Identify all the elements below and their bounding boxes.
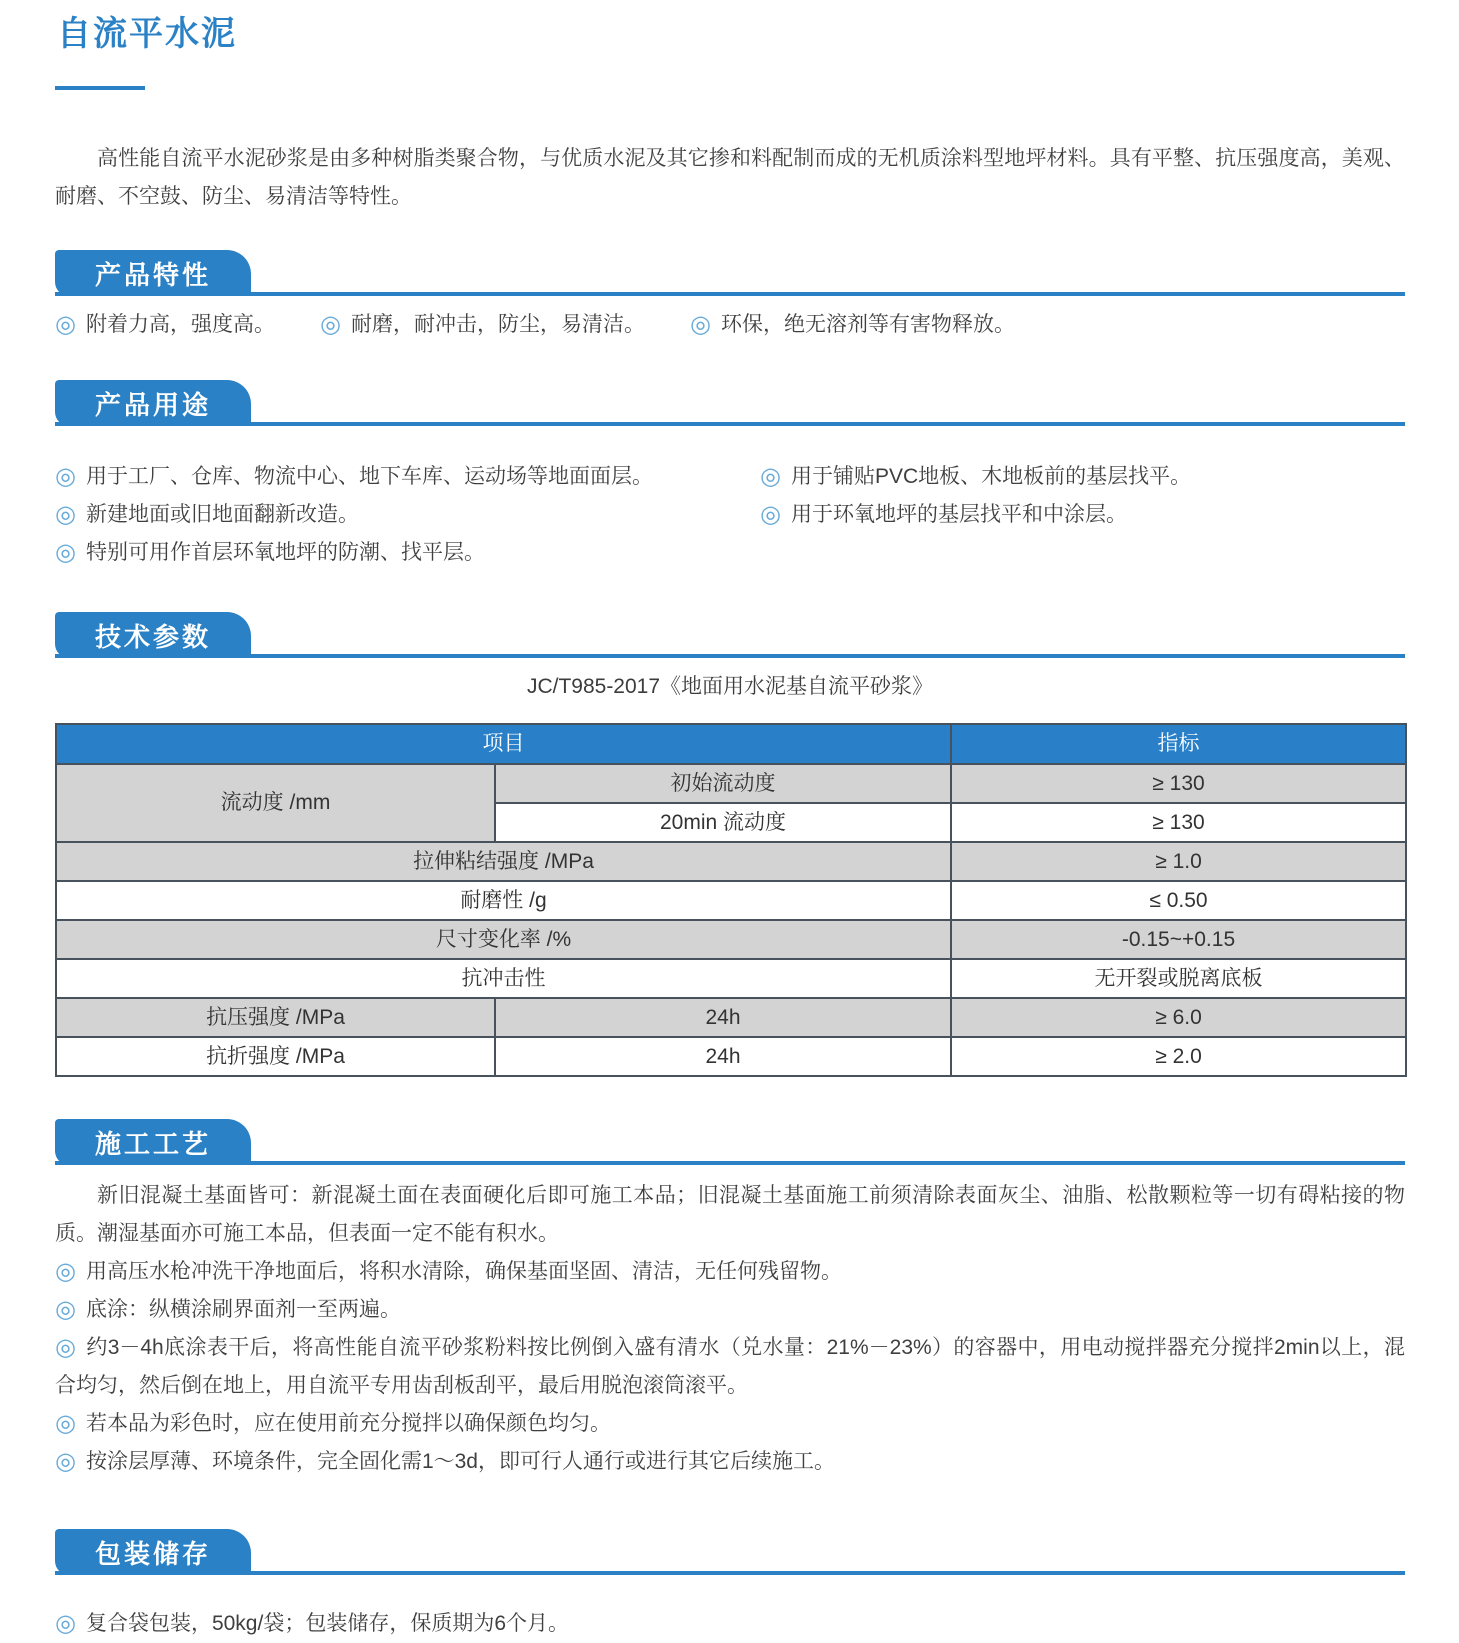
process-step-text: 用高压水枪冲洗干净地面后，将积水清除，确保基面坚固、清洁，无任何残留物。 [85,1260,842,1283]
bullet-icon: ◎ [55,311,76,338]
process-step [55,1329,1405,1405]
process-step-text: 约3－4h底涂表干后，将高性能自流平砂浆粉料按比例倒入盛有清水（兑水量：21%－23%）的容器中，用电动搅拌器充分搅拌2min以上，混合均匀，然后倒在地上，用自流平专用齿刮板刮平，最后用脱泡滚筒滚平。 [55,1336,1405,1397]
section-rule [55,1161,1405,1165]
intro-paragraph: 高性能自流平水泥砂浆是由多种树脂类聚合物，与优质水泥及其它掺和料配制而成的无机质涂料型地坪材料。具有平整、抗压强度高，美观、耐磨、不空鼓、防尘、易清洁等特性。 [55,147,1405,208]
spec-cell-compressive-value: ≥ 6.0 [951,998,1406,1037]
features-list [55,306,1405,344]
process-step-text: 若本品为彩色时，应在使用前充分搅拌以确保颜色均匀。 [85,1412,611,1435]
section-header-specs [55,612,1405,658]
uses-list [55,458,1405,572]
specs-header-row [56,724,1406,764]
process-intro: 新旧混凝土基面皆可：新混凝土面在表面硬化后即可施工本品；旧混凝土基面施工前须清除表面灰尘、油脂、松散颗粒等一切有碍粘接的物质。潮湿基面亦可施工本品，但表面一定不能有积水。 [55,1184,1405,1245]
spec-cell-dimension-value: -0.15~+0.15 [951,920,1406,959]
process-body [55,1177,1405,1481]
product-datasheet [55,14,1405,1643]
bullet-icon: ◎ [55,1410,76,1437]
bullet-icon: ◎ [690,311,711,338]
use-item-text: 用于环氧地坪的基层找平和中涂层。 [790,503,1127,526]
use-item [760,496,1405,534]
specs-col-index: 指标 [951,724,1406,764]
process-step [55,1253,1405,1291]
spec-cell-tensile-value: ≥ 1.0 [951,842,1406,881]
spec-cell-tensile-label: 拉伸粘结强度 /MPa [56,842,951,881]
section-header-packaging [55,1529,1405,1575]
table-row [56,920,1406,959]
section-rule [55,292,1405,296]
spec-cell-flow-initial: 初始流动度 [495,764,951,803]
use-item [55,458,760,496]
spec-cell-dimension-label: 尺寸变化率 /% [56,920,951,959]
section-header-features [55,250,1405,296]
bullet-icon: ◎ [320,311,341,338]
use-item-text: 用于工厂、仓库、物流中心、地下车库、运动场等地面面层。 [85,465,653,488]
table-row [56,998,1406,1037]
use-item-text: 特别可用作首层环氧地坪的防潮、找平层。 [85,541,485,564]
uses-column-left [55,458,760,572]
specs-table [55,723,1407,1077]
spec-cell-flexural-label: 抗折强度 /MPa [56,1037,495,1076]
section-header-process [55,1119,1405,1165]
feature-item-text: 环保，绝无溶剂等有害物释放。 [720,313,1015,336]
page-title: 自流平水泥 [57,15,237,53]
specs-standard-caption: JC/T985-2017《地面用水泥基自流平砂浆》 [526,675,934,698]
use-item [760,458,1405,496]
section-tab-packaging: 包装储存 [55,1529,251,1575]
spec-cell-flow-20min: 20min 流动度 [495,803,951,842]
specs-col-item: 项目 [56,724,951,764]
section-tab-uses: 产品用途 [55,380,251,426]
feature-item [690,306,1015,344]
packaging-item-text: 复合袋包装，50kg/袋；包装储存，保质期为6个月。 [85,1612,570,1635]
spec-cell-flexural-value: ≥ 2.0 [951,1037,1406,1076]
bullet-icon: ◎ [55,1296,76,1323]
process-step-text: 底涂：纵横涂刷界面剂一至两遍。 [85,1298,401,1321]
section-tab-process: 施工工艺 [55,1119,251,1165]
table-row [56,764,1406,803]
bullet-icon: ◎ [55,1334,77,1361]
uses-column-right [760,458,1405,572]
table-row [56,959,1406,998]
section-tab-features: 产品特性 [55,250,251,296]
feature-item-text: 附着力高，强度高。 [85,313,275,336]
spec-cell-flow-20min-value: ≥ 130 [951,803,1406,842]
section-rule [55,654,1405,658]
spec-cell-abrasion-label: 耐磨性 /g [56,881,951,920]
process-step [55,1443,1405,1481]
feature-item [320,306,690,344]
bullet-icon: ◎ [55,463,76,490]
use-item [55,534,760,572]
process-step [55,1405,1405,1443]
bullet-icon: ◎ [55,1610,76,1637]
bullet-icon: ◎ [55,1448,76,1475]
bullet-icon: ◎ [760,501,781,528]
table-row [56,842,1406,881]
spec-cell-flow-label: 流动度 /mm [56,764,495,842]
section-rule [55,422,1405,426]
spec-cell-flow-initial-value: ≥ 130 [951,764,1406,803]
use-item-text: 用于铺贴PVC地板、木地板前的基层找平。 [790,465,1192,488]
bullet-icon: ◎ [760,463,781,490]
spec-cell-compressive-time: 24h [495,998,951,1037]
spec-cell-abrasion-value: ≤ 0.50 [951,881,1406,920]
process-step [55,1291,1405,1329]
bullet-icon: ◎ [55,539,76,566]
section-tab-specs: 技术参数 [55,612,251,658]
spec-cell-impact-value: 无开裂或脱离底板 [951,959,1406,998]
section-rule [55,1571,1405,1575]
bullet-icon: ◎ [55,501,76,528]
table-row [56,881,1406,920]
title-underline [55,86,145,90]
process-step-text: 按涂层厚薄、环境条件，完全固化需1～3d，即可行人通行或进行其它后续施工。 [85,1450,835,1473]
use-item-text: 新建地面或旧地面翻新改造。 [85,503,359,526]
packaging-item [55,1605,1405,1643]
feature-item [55,306,320,344]
table-row [56,1037,1406,1076]
spec-cell-flexural-time: 24h [495,1037,951,1076]
spec-cell-compressive-label: 抗压强度 /MPa [56,998,495,1037]
section-header-uses [55,380,1405,426]
use-item [55,496,760,534]
spec-cell-impact-label: 抗冲击性 [56,959,951,998]
feature-item-text: 耐磨，耐冲击，防尘，易清洁。 [350,313,645,336]
bullet-icon: ◎ [55,1258,76,1285]
